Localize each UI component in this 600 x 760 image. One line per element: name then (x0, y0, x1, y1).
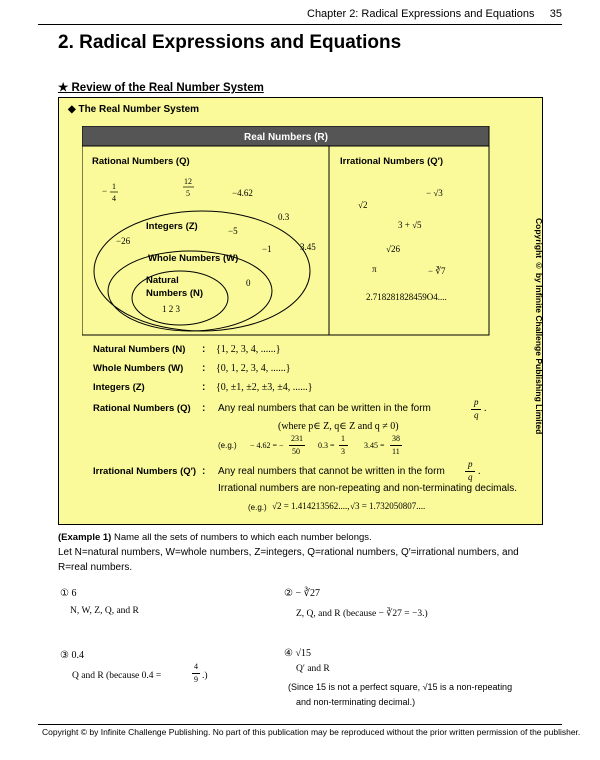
irrational-def-label: Irrational Numbers (Q′) (93, 466, 197, 477)
irrational-eg-label: (e.g.) (248, 503, 267, 512)
choice-4-number: ④ √15 (284, 648, 311, 659)
rational-def-period: . (484, 403, 487, 414)
chapter-title: 2. Radical Expressions and Equations (58, 32, 402, 53)
rational-eg2-den: 3 (341, 447, 345, 456)
rational-frac-num: p (474, 397, 479, 407)
running-title: Chapter 2: Radical Expressions and Equations (307, 8, 535, 20)
neg-1: −1 (262, 244, 272, 254)
rational-def-line2: (where p∈ Z, q∈ Z and q ≠ 0) (278, 421, 399, 432)
natural-examples: 1 2 3 (162, 304, 180, 314)
example-line3: R=real numbers. (58, 562, 133, 573)
sqrt2: √2 (358, 200, 368, 210)
whole-def-colon: : (202, 363, 206, 374)
natural-numbers-label-1: Natural (146, 275, 179, 286)
example-line2: Let N=natural numbers, W=whole numbers, Z=integers, Q=rational numbers, Q′=irrational numbers, and (58, 547, 519, 558)
sqrt26: √26 (386, 244, 400, 254)
choice-3-number: ③ 0.4 (60, 650, 84, 661)
zero: 0 (246, 278, 251, 288)
integers-label: Integers (Z) (146, 221, 198, 232)
real-numbers-label: Real Numbers (R) (244, 132, 328, 143)
irrational-def-line1: Any real numbers that cannot be written in the form (218, 466, 445, 477)
neg-quarter-den: 4 (112, 194, 116, 203)
rational-eg3-num: 38 (392, 434, 400, 443)
choice-2-answer: Z, Q, and R (because − ∛27 = −3.) (296, 609, 428, 619)
rational-eg2-num: 1 (341, 434, 345, 443)
choice-3-frac-bar (192, 673, 200, 674)
irrational-def-line2: Irrational numbers are non-repeating and non-terminating decimals. (218, 483, 518, 494)
rational-eg2-left: 0.3 = (318, 441, 335, 450)
irrational-frac-num: p (468, 459, 473, 469)
natural-def-value: {1, 2, 3, 4, ......} (216, 344, 281, 355)
footer-copyright: Copyright © by Infinite Challenge Publishing. No part of this publication may be reproduced without the prior written permission of the publisher. (42, 727, 581, 737)
example-prompt (58, 532, 372, 543)
natural-def-colon: : (202, 344, 206, 355)
twelve-fifths-num: 12 (184, 177, 192, 186)
integers-def-label: Integers (Z) (93, 382, 145, 393)
rational-frac-den: q (474, 410, 479, 420)
neg-sign: − (102, 186, 108, 196)
whole-numbers-label: Whole Numbers (W) (148, 253, 239, 264)
whole-def-value: {0, 1, 2, 3, 4, ......} (216, 363, 291, 374)
natural-def-label: Natural Numbers (N) (93, 344, 186, 355)
rational-def-line1: Any real numbers that can be written in the form (218, 403, 431, 414)
irrational-def-colon: : (202, 466, 206, 477)
rational-eg1-left: − 4.62 = − (250, 441, 284, 450)
neg-quarter-num: 1 (112, 182, 116, 191)
irrational-numbers-label: Irrational Numbers (Q′) (340, 156, 444, 167)
three-plus-sqrt5: 3 + √5 (398, 220, 422, 230)
choice-4-answer: Q′ and R (296, 664, 330, 674)
rational-eg1-num: 231 (291, 434, 303, 443)
choice-4-note1: (Since 15 is not a perfect square, √15 is a non-repeating (288, 682, 513, 692)
rational-eg-label: (e.g.) (218, 441, 237, 450)
choice-2-number: ② − ∛27 (284, 588, 320, 599)
repeat-0-3: 0.3 (278, 212, 290, 222)
rational-eg3-left: 3.45 = (364, 441, 385, 450)
repeat-3-45: 3.45 (300, 242, 316, 252)
integers-def-value: {0, ±1, ±2, ±3, ±4, ......} (216, 382, 313, 393)
neg-4-62: −4.62 (232, 188, 253, 198)
choice-3-answer: Q and R (because 0.4 = (72, 671, 162, 681)
rational-eg1-bar (289, 445, 305, 446)
side-copyright: Copyright © by Infinite Challenge Publishing Limited (534, 218, 544, 435)
pi: π (372, 264, 377, 274)
real-numbers-diagram (82, 126, 490, 336)
neg-sqrt3: − √3 (426, 188, 443, 198)
natural-numbers-label-2: Numbers (N) (146, 288, 204, 299)
choice-1-answer: N, W, Z, Q, and R (70, 606, 139, 616)
choice-1-number: ① 6 (60, 588, 77, 599)
irrational-eg1: √2 = 1.414213562...., (272, 501, 350, 511)
rational-eg3-bar (390, 445, 402, 446)
footer-rule (38, 724, 562, 725)
rational-eg1-den: 50 (292, 447, 300, 456)
rational-eg3-den: 11 (392, 447, 400, 456)
choice-3-tail: .) (202, 671, 208, 681)
running-header (307, 8, 562, 20)
choice-3-frac-den: 9 (194, 675, 198, 684)
review-heading: ★ Review of the Real Number System (58, 82, 264, 94)
neg-cuberoot7: − ∛7 (428, 266, 446, 276)
rational-eg2-bar (339, 445, 348, 446)
header-rule (38, 24, 562, 25)
neg-26: −26 (116, 236, 131, 246)
decimal-example: 2.718281828459O4.... (366, 292, 447, 302)
irrational-eg2: √3 = 1.732050807.... (350, 501, 426, 511)
choice-4-note2: and non-terminating decimal.) (296, 697, 416, 707)
irrational-frac-den: q (468, 472, 473, 482)
twelve-fifths-den: 5 (186, 189, 190, 198)
example-prompt-text: Name all the sets of numbers to which each number belongs. (113, 532, 372, 543)
whole-def-label: Whole Numbers (W) (93, 363, 184, 374)
real-number-system-heading: ◆ The Real Number System (68, 104, 200, 115)
rational-numbers-label: Rational Numbers (Q) (92, 156, 190, 167)
integers-def-colon: : (202, 382, 206, 393)
rational-def-colon: : (202, 403, 206, 414)
neg-5: −5 (228, 226, 238, 236)
rational-def-label: Rational Numbers (Q) (93, 403, 191, 414)
page-number: 35 (549, 8, 562, 20)
choice-3-frac-num: 4 (194, 662, 198, 671)
example-label: (Example 1) (58, 532, 112, 543)
irrational-def-period: . (478, 466, 481, 477)
